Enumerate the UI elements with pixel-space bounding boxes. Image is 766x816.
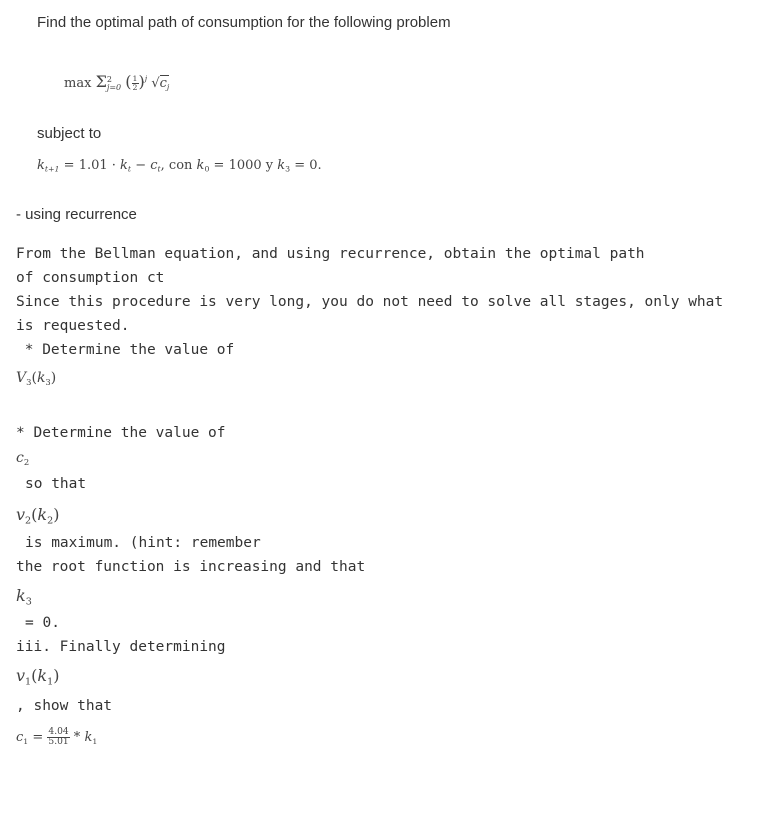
- exponent-j: j: [144, 73, 148, 83]
- math-v1-k1: $v_1(k_1)$: [16, 666, 60, 688]
- paren-right: ): [138, 72, 145, 91]
- body-line-1: From the Bellman equation, and using recurrence, obtain the optimal path: [16, 246, 645, 262]
- body-line-4: is requested.: [16, 318, 130, 334]
- sqrt-argument: $c_j$: [159, 76, 170, 92]
- body-line-3: Since this procedure is very long, you do not need to solve all stages, only what: [16, 294, 724, 310]
- math-v3-k3: $V_3(k_3)$: [16, 370, 57, 387]
- body-line-11: iii. Finally determining: [16, 639, 226, 655]
- sum-lower: j=0: [106, 82, 122, 92]
- body-line-7: so that: [25, 476, 87, 492]
- body-line-8: is maximum. (hint: remember: [25, 535, 261, 551]
- math-c2: $c_2$: [16, 450, 30, 467]
- math-c1-formula: $c_1$ = $\frac{4.04}{5.01}$ * $k_1$: [16, 727, 98, 748]
- math-k3: $k_3$: [16, 586, 32, 608]
- subject-to-label: subject to: [37, 125, 102, 142]
- math-v2-k2: $v_2(k_2)$: [16, 505, 60, 527]
- paren-left: (: [125, 72, 132, 91]
- sum-upper: 2: [106, 74, 112, 84]
- max-operator: max: [64, 76, 92, 91]
- question-text: Find the optimal path of consumption for the following problem: [37, 14, 451, 31]
- objective-formula: [64, 72, 169, 92]
- body-line-6: * Determine the value of: [16, 425, 226, 441]
- method-label: - using recurrence: [16, 206, 137, 223]
- body-line-10: = 0.: [25, 615, 60, 631]
- fraction-half: $\frac{1}{2}$: [132, 74, 138, 92]
- body-line-9: the root function is increasing and that: [16, 559, 366, 575]
- body-line-5: * Determine the value of: [16, 342, 235, 358]
- sum-symbol: Σ: [95, 72, 107, 91]
- sqrt-symbol: √: [151, 76, 160, 91]
- constraint-formula: $k_{t+1} = 1.01 \cdot k_t - c_t$, con $k_0 = 1000$ y $k_3 = 0$.: [37, 158, 322, 174]
- body-line-12: , show that: [16, 698, 113, 714]
- body-line-2: of consumption ct: [16, 270, 165, 286]
